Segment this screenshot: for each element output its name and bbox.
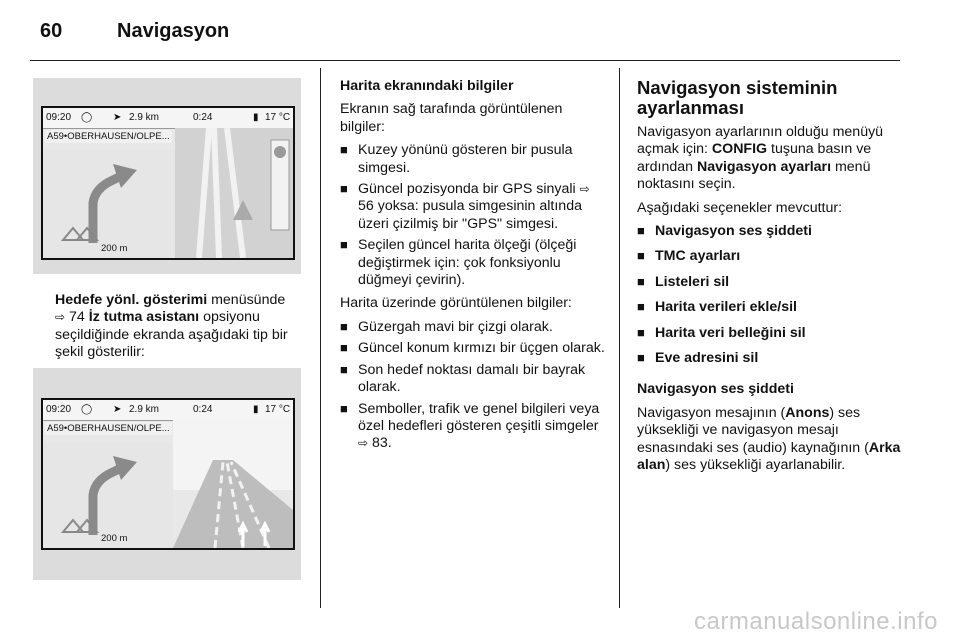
lane-illustration — [43, 400, 293, 548]
column-divider-2 — [619, 68, 620, 608]
paragraph-intro: Ekranın sağ tarafında görüntülenen bilgiler: — [340, 101, 563, 135]
page-number: 60 — [40, 20, 63, 42]
header-rule — [30, 60, 900, 61]
arrow-flag-icon: ➤ — [113, 404, 122, 415]
list-item: ■ Navigasyon ses şiddeti — [637, 223, 905, 240]
ref-arrow-icon: ⇨ — [358, 436, 369, 451]
list-item: ■ Son hedef noktası damalı bir bayrak olarak. — [340, 362, 608, 397]
option-anons: Anons — [785, 404, 830, 421]
sub-heading-volume: Navigasyon ses şiddeti — [637, 381, 794, 398]
nav-screen-map — [41, 106, 295, 260]
watermark: carmanualsonline.info — [694, 608, 938, 635]
paragraph-settings: Navigasyon ayarlarının olduğu menüyü açmak için: CONFIG tuşuna basın ve ardından Navigasyon ayarları menü noktasını seçin. — [637, 124, 884, 193]
paragraph-volume: Navigasyon mesajının (Anons) ses yüksekliği ve navigasyon mesajı esnasındaki ses (audio) kaynağının (Arka alan) ses yüksekliği ayarlanabilir. — [637, 404, 901, 474]
list-item: ■ Güncel pozisyonda bir GPS sinyali ⇨ 56 yoksa: pusula simgesinin altında üzeri çizilmiş bir "GPS" simgesi. — [340, 181, 608, 233]
arrow-flag-icon: ➤ — [113, 112, 122, 123]
next-maneuver-distance: 200 m — [101, 533, 128, 544]
list-right-side-info — [340, 142, 608, 289]
map-illustration — [43, 108, 293, 258]
paragraph-options-intro: Aşağıdaki seçenekler mevcuttur: — [637, 199, 843, 216]
option-arka-alan: Arka alan — [637, 439, 901, 474]
next-maneuver-distance: 200 m — [101, 243, 128, 254]
menu-name-guidance: Hedefe yönl. gösterimi — [55, 292, 208, 308]
list-item: ■ Harita verileri ekle/sil — [637, 299, 905, 316]
list-settings-options — [637, 223, 905, 367]
list-item: ■ Semboller, trafik ve genel bilgileri veya özel hedefleri gösteren çeşitli simgeler ⇨ 83. — [340, 401, 608, 453]
route-icon: ◯ — [81, 112, 93, 123]
list-item: ■ TMC ayarları — [637, 248, 905, 265]
temperature: 17 °C — [265, 112, 291, 123]
clock: 09:20 — [46, 112, 72, 123]
page-title: Navigasyon — [117, 20, 230, 42]
list-map-info — [340, 319, 608, 453]
duration: 0:24 — [193, 404, 213, 415]
column-divider-1 — [320, 68, 321, 608]
column-1-text — [55, 292, 307, 368]
column-2-text — [340, 78, 608, 459]
page-ref: 83. — [372, 435, 392, 452]
paragraph-guidance: Hedefe yönl. gösterimi menüsünde ⇨ 74 İz tutma asistanı opsiyonu seçildiğinde ekranda aşağıdaki tip bir şekil gösterilir: — [55, 292, 288, 361]
key-config: CONFIG — [711, 141, 768, 158]
menu-nav-settings: Navigasyon ayarları — [696, 158, 832, 175]
clock: 09:20 — [46, 404, 72, 415]
distance: 2.9 km — [129, 404, 160, 415]
route-icon: ◯ — [81, 404, 93, 415]
figure-panel-bottom — [33, 368, 301, 580]
list-item: ■ Güzergah mavi bir çizgi olarak. — [340, 319, 608, 336]
list-item: ■ Eve adresini sil — [637, 350, 905, 367]
fuel-icon: ▮ — [253, 112, 259, 123]
temperature: 17 °C — [265, 404, 291, 415]
page-ref: 74 — [69, 309, 85, 326]
list-item: ■ Listeleri sil — [637, 274, 905, 291]
list-item: ■ Harita veri belleğini sil — [637, 325, 905, 342]
figure-panel-top — [33, 78, 301, 274]
road-name: A59•OBERHAUSEN/OLPE... — [47, 131, 170, 142]
list-item: ■ Güncel konum kırmızı bir üçgen olarak. — [340, 340, 608, 357]
list-item: ■ Kuzey yönünü gösteren bir pusula simgesi. — [340, 142, 608, 177]
section-heading-map-info: Harita ekranındaki bilgiler — [340, 78, 514, 94]
nav-screen-lane — [41, 398, 295, 550]
distance: 2.9 km — [129, 112, 160, 123]
section-heading-settings: Navigasyon sisteminin ayarlanması — [637, 77, 838, 118]
compass-icon — [274, 146, 286, 158]
road-name: A59•OBERHAUSEN/OLPE... — [47, 423, 170, 434]
fuel-icon: ▮ — [253, 404, 259, 415]
ref-arrow-icon: ⇨ — [579, 182, 590, 197]
page-ref: 56 — [358, 198, 374, 215]
option-name-lane: İz tutma asistanı — [88, 309, 200, 326]
paragraph-intro-2: Harita üzerinde görüntülenen bilgiler: — [340, 295, 572, 312]
ref-arrow-icon: ⇨ — [55, 310, 66, 325]
column-3-text — [637, 78, 905, 481]
list-item: ■ Seçilen güncel harita ölçeği (ölçeği değiştirmek için: çok fonksiyonlu düğmeyi çevirin). — [340, 237, 608, 289]
duration: 0:24 — [193, 112, 213, 123]
